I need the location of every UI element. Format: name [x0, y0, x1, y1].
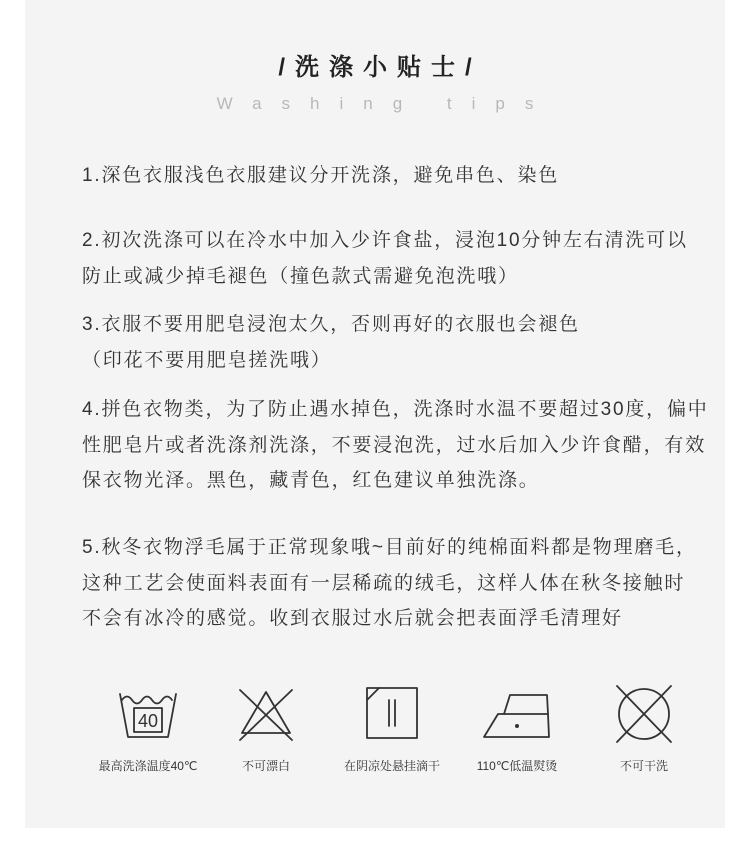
- tip-line: 2.初次洗涤可以在冷水中加入少许食盐，浸泡10分钟左右清洗可以: [82, 230, 688, 251]
- iron-dot: [515, 724, 519, 728]
- tip-4: [82, 392, 709, 499]
- tip-line: 5.秋冬衣物浮毛属于正常现象哦~目前好的纯棉面料都是物理磨毛，: [82, 537, 697, 558]
- tip-2: [82, 223, 688, 294]
- do-not-bleach-icon: [231, 680, 301, 742]
- tip-line: （印花不要用肥皂搓洗哦）: [82, 349, 332, 371]
- care-symbol-label: 最高洗涤温度40℃: [98, 759, 198, 773]
- care-symbol-label: 不可漂白: [241, 759, 290, 773]
- care-symbol-iron-low: [447, 680, 587, 780]
- care-symbol-label: 110℃低温熨烫: [476, 759, 558, 773]
- tip-line: 这种工艺会使面料表面有一层稀疏的绒毛，这样人体在秋冬接触时: [82, 572, 686, 594]
- page-subtitle: Washing tips: [216, 94, 554, 113]
- tip-line: 4.拼色衣物类，为了防止遇水掉色，洗涤时水温不要超过30度，偏中: [82, 399, 709, 420]
- iron-low-temperature-icon: [482, 680, 552, 742]
- tip-3: [82, 307, 580, 378]
- drip-dry-in-shade-icon: [357, 680, 427, 742]
- tip-1: [82, 158, 559, 194]
- tip-line: 3.衣服不要用肥皂浸泡太久，否则再好的衣服也会褪色: [82, 314, 580, 335]
- page-title: /洗涤小贴士/: [278, 54, 482, 81]
- care-symbol-label: 在阴凉处悬挂滴干: [343, 759, 440, 773]
- tip-line: 性肥皂片或者洗涤剂洗涤，不要浸泡洗，过水后加入少许食醋，有效: [82, 434, 707, 456]
- care-symbol-drip-dry-shade: [322, 680, 462, 780]
- tip-5: [82, 530, 697, 637]
- do-not-dry-clean-icon: [609, 680, 679, 742]
- wash-temperature-text: 40: [137, 711, 159, 731]
- care-symbol-no-bleach: [196, 680, 336, 780]
- tip-line: 防止或减少掉毛褪色（撞色款式需避免泡洗哦）: [82, 265, 519, 287]
- care-symbol-no-dry-clean: [574, 680, 714, 780]
- tip-line: 保衣物光泽。黑色，藏青色，红色建议单独洗涤。: [82, 470, 540, 491]
- tip-line: 不会有冰冷的感觉。收到衣服过水后就会把表面浮毛清理好: [82, 608, 623, 629]
- wash-max-40-icon: [113, 680, 183, 742]
- tip-line: 1.深色衣服浅色衣服建议分开洗涤，避免串色、染色: [82, 165, 560, 186]
- care-symbol-label: 不可干洗: [619, 759, 668, 773]
